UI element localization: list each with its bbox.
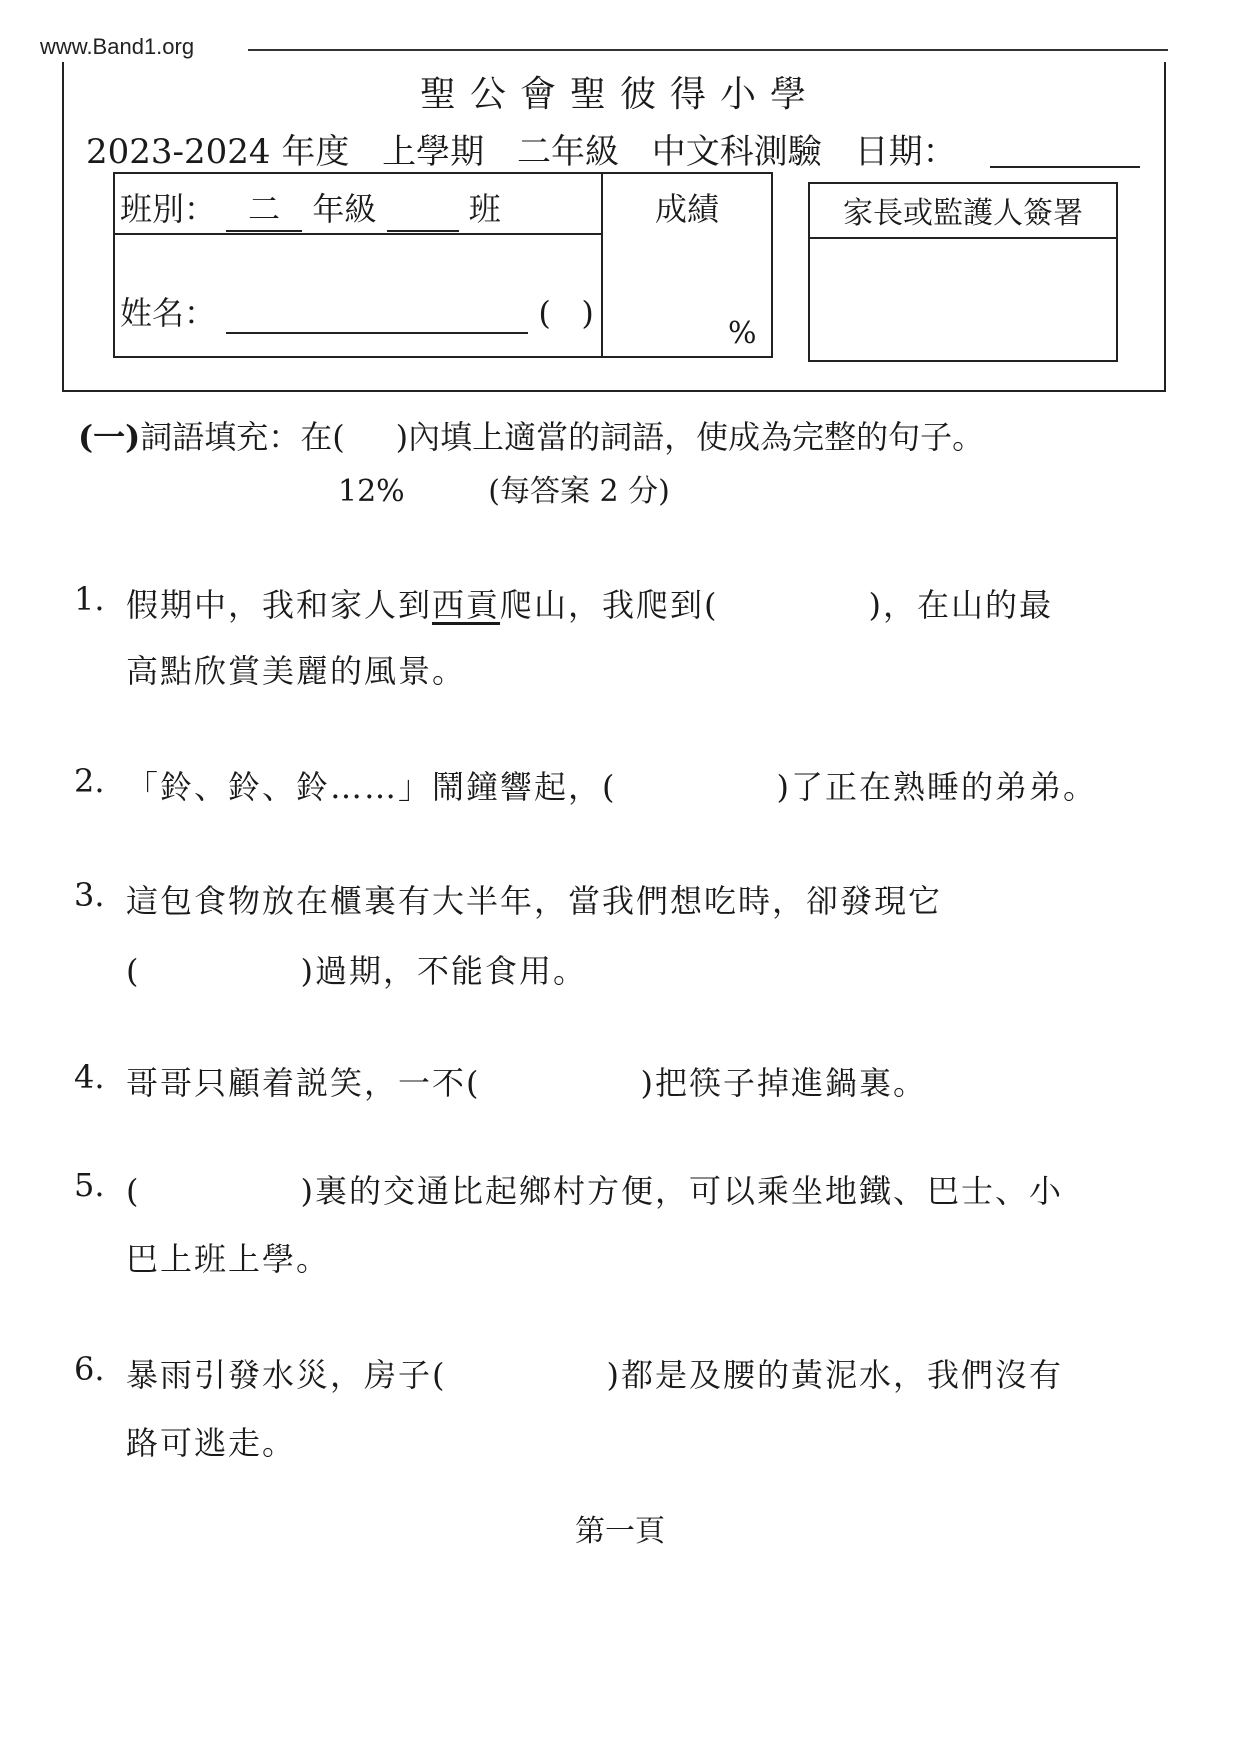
name-blank[interactable] [226, 302, 528, 334]
points-note: (每答案 2 分) [488, 474, 670, 509]
question-text: )過期，不能食用。 [300, 952, 587, 990]
section-number: (一) [78, 418, 141, 456]
page-number: 第一頁 [575, 1514, 665, 1549]
question-text: ( [126, 1172, 141, 1210]
question-text: 暴雨引發水災，房子( [126, 1356, 447, 1394]
term: 上學期 [382, 132, 485, 172]
question-number: 6. [74, 1350, 105, 1388]
question-text: )把筷子掉進鍋裏。 [640, 1064, 927, 1102]
question-number: 1. [74, 580, 105, 618]
question-text: 哥哥只顧着説笑，一不( [126, 1064, 481, 1102]
name-label: 姓名： [120, 294, 217, 332]
question-number: 5. [74, 1166, 105, 1204]
question-number: 2. [74, 762, 105, 800]
question-text: 「鈴、鈴、鈴……」鬧鐘響起，( [126, 768, 617, 806]
term-line [86, 124, 979, 173]
proper-noun-underlined: 西貢 [432, 586, 501, 624]
subject: 中文科測驗 [651, 132, 822, 172]
question-line [126, 1350, 1063, 1396]
question-text: )裏的交通比起鄉村方便，可以乘坐地鐵、巴士、小 [300, 1172, 1063, 1210]
class-number-paren[interactable]: ( ) [538, 294, 594, 332]
question-line-2: 高點欣賞美麗的風景。 [126, 652, 467, 690]
class-grade-blank[interactable]: 二 [226, 184, 302, 232]
grade: 二年級 [516, 132, 619, 172]
question-line-2: 巴上班上學。 [126, 1240, 331, 1278]
grade-suffix: 年級 [312, 190, 377, 228]
date-blank[interactable] [990, 166, 1140, 168]
signature-label: 家長或監護人簽署 [843, 196, 1083, 231]
question-line [126, 580, 1053, 626]
question-text: )都是及腰的黃泥水，我們沒有 [606, 1356, 1063, 1394]
class-blank[interactable] [387, 200, 459, 232]
school-name: 聖公會聖彼得小學 [419, 74, 820, 115]
question-line [126, 762, 1097, 808]
question-line: 這包食物放在櫃裏有大半年，當我們想吃時，卻發現它 [126, 882, 943, 920]
question-text: 爬山，我爬到( [500, 586, 719, 624]
name-row [120, 288, 594, 334]
section-title [78, 412, 984, 458]
section-weight: 12% [338, 474, 405, 509]
score-label: 成績 [654, 190, 719, 228]
class-label: 班別： [120, 190, 217, 228]
question-number: 4. [74, 1058, 105, 1096]
website-watermark: www.Band1.org [40, 34, 195, 59]
section-note [338, 466, 744, 510]
question-line [126, 1058, 927, 1104]
top-rule [248, 49, 1168, 51]
school-year: 2023-2024 年度 [86, 132, 350, 172]
class-row [120, 184, 501, 232]
signature-divider [808, 237, 1118, 239]
question-number: 3. [74, 876, 105, 914]
question-line-2 [126, 946, 587, 992]
question-line [126, 1166, 1063, 1212]
percent-sign: % [728, 316, 757, 351]
question-text: )了正在熟睡的弟弟。 [776, 768, 1097, 806]
date-label: 日期： [854, 132, 957, 172]
question-line-2: 路可逃走。 [126, 1424, 297, 1462]
section-instruction: 詞語填充：在( )內填上適當的詞語，使成為完整的句子。 [140, 418, 985, 456]
info-row-divider [113, 233, 601, 235]
class-suffix: 班 [468, 190, 501, 228]
question-text: )，在山的最 [868, 586, 1054, 624]
question-text: ( [126, 952, 141, 990]
question-text: 假期中，我和家人到 [126, 586, 433, 624]
